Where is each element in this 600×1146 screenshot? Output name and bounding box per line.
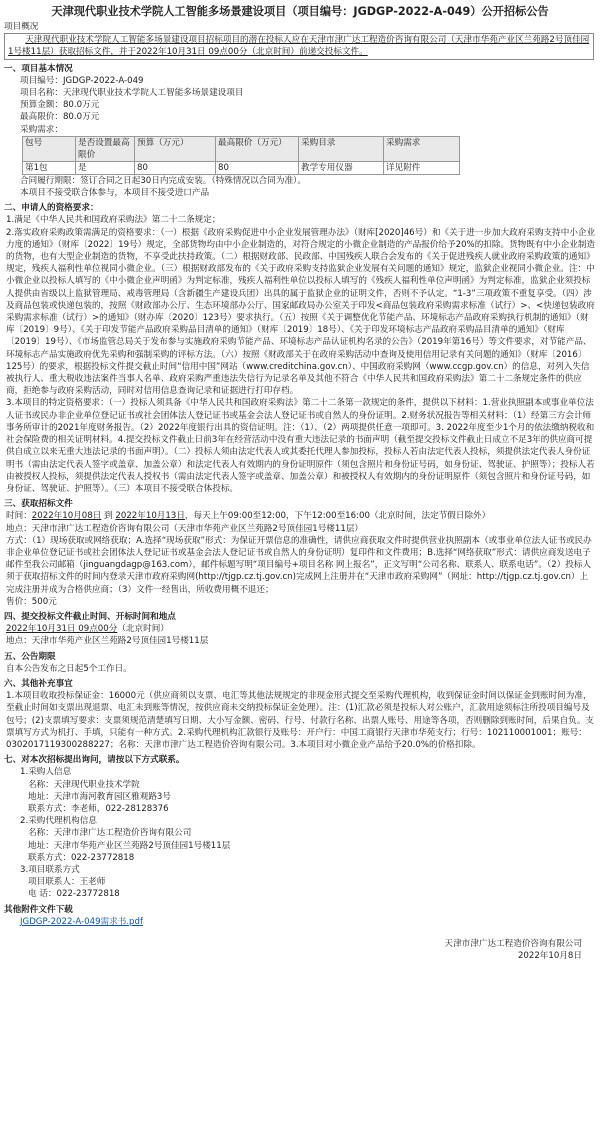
deadline-time (4, 623, 596, 635)
supplementary-info: 1.本项目收取投标保证金：16000元（供应商须以支票、电汇等其他法规规定的非现金形式提交至采购代理机构，收到保证金时间以保证金到账时间为准，至截止时间如支票出现退票、电汇未到账等情况，按供应商未交纳投标保证金处理）。注：(1)汇款必须是投标人对公账户，汇款用途须标注所投项目编号及包号；(2)支票填写要求：支票须规范清楚填写日期、大小写金额、密码、行号、付款行名称、出票人账号、用途等各项，否则删除到账时间，后果自负。支票填写方式为机打、手填，只能有一种方式。2.采购代理机构汇款银行及账号：开户行：中国工商银行天津市华苑支行；行号：102110001001；账号：0302017119300288227；名称：天津市津广达工程造价咨询有限公司。3.本项目对小微企业产品给予20.0%的价格扣除。 (6, 691, 594, 750)
section-6-heading: 六、其他补充事宜 (4, 678, 73, 689)
section-3-heading: 三、获取招标文件 (4, 499, 73, 510)
agency-contact: 联系方式：022-23772818 (28, 852, 135, 863)
section-4-heading: 四、提交投标文件截止时间、开标时间和地点 (4, 611, 176, 622)
table-row (23, 161, 460, 174)
table-header-cell: 是否设置最高限价 (76, 136, 135, 161)
acquire-time (4, 510, 596, 522)
section-2-heading: 二、申请人的资格要求： (4, 203, 99, 214)
section-1-heading: 一、项目基本情况 (4, 63, 73, 74)
qualification-1: 1.满足《中华人民共和国政府采购法》第二十二条规定； (6, 215, 221, 226)
acquire-end-date: 2022年10月13日 (115, 511, 185, 522)
section-7-heading: 七、对本次招标提出询问，请按以下方式联系。 (4, 755, 185, 766)
table-header-cell: 采购目录 (299, 136, 384, 161)
section-5-heading: 五、公告期限 (4, 651, 56, 662)
purchaser-contact: 联系方式：李老师，022-28128376 (28, 803, 169, 814)
attachment-item (4, 916, 596, 928)
attachment-download-link[interactable]: JGDGP-2022-A-049需求书.pdf (20, 916, 143, 927)
agency-title: 2.采购代理机构信息 (20, 816, 97, 827)
signature-company: 天津市津广达工程造价咨询有限公司 (444, 939, 582, 950)
max-price: 最高限价：80.0万元 (20, 112, 100, 123)
acquire-time-to: 到 (101, 511, 116, 522)
agency-name: 名称：天津市津广达工程造价咨询有限公司 (28, 828, 192, 839)
qualification-3: 3.本项目的特定资格要求：（一）投标人须具备《中华人民共和国政府采购法》第二十二条第一款规定的条件，提供以下材料：1.营业执照副本或事业单位法人证书或民办非企业单位登记证书或社会团体法人登记证书或基金会法人登记证书或自然人的身份证明。2.财务状况报告等相关材料：（1）经第三方会计师事务所审计的2021年度财务报告。（2）2022年度银行出具的资信证明。注：（1）、（2）两项提供任意一项即可。3. 2022年度至少1个月的依法缴纳税收和社会保险费的相关证明材料。4.提交投标文件截止日前3年在经营活动中没有重大违法记录的书面声明（截至提交投标文件截止日成立不足3年的供应商可提供自成立以来无重大违法记录的书面声明）。（二）投标人须由法定代表人或其委托代理人参加投标，投标人若由法定代表人投标，须提供法定代表人身份证明书（需由法定代表人签字或盖章、加盖公章）和法定代表人有效期内的身份证明原件（须包含照片和身份证号码，如身份证、驾驶证、护照等）；投标人若由被授权人投标，须提供法定代表人授权书（需由法定代表人签字或盖章、加盖公章）和被授权人有效期内的身份证明原件（须包含照片和身份证号码，如身份证、驾驶证、护照等）。（三）本项目不接受联合体投标。 (6, 398, 595, 494)
table-cell: 教学专用仪器 (299, 161, 384, 174)
acquire-time-rest: ，每天上午09:00至12:00，下午12:00至16:00（北京时间，法定节假日除外） (184, 511, 491, 522)
table-cell: 80 (135, 161, 216, 174)
document-price: 售价：500元 (6, 596, 57, 607)
project-number: 项目编号：JGDGP-2022-A-049 (20, 75, 144, 86)
budget-amount: 预算金额：80.0万元 (20, 100, 100, 111)
purchaser-title: 1.采购人信息 (20, 767, 72, 778)
deadline-suffix: （北京时间） (117, 624, 169, 635)
table-header-row (23, 136, 460, 161)
table-header-cell: 采购需求 (384, 136, 460, 161)
table-header-cell: 包号 (23, 136, 76, 161)
acquire-time-label: 时间： (6, 511, 32, 522)
acquire-start-date: 2022年10月08日 (31, 511, 102, 522)
table-cell: 第1包 (23, 161, 76, 174)
signature-date: 2022年10月8日 (517, 951, 582, 962)
attachments-heading: 其他附件文件下载 (4, 904, 73, 915)
project-contact-person: 项目联系人：王老师 (28, 877, 106, 888)
announcement-period: 自本公告发布之日起5个工作日。 (6, 663, 132, 674)
purchaser-name: 名称：天津现代职业技术学院 (28, 779, 140, 790)
table-cell: 是 (76, 161, 135, 174)
table-cell: 详见附件 (384, 161, 460, 174)
table-header-cell: 最高限价（万元） (216, 136, 299, 161)
purchaser-address: 地址：天津市海河教育园区雅观路3号 (28, 791, 171, 802)
announcement-page (0, 4, 600, 962)
contract-term: 合同履行期限：签订合同之日起30日内完成安装。（特殊情况以合同为准）。 (20, 175, 306, 186)
overview-box: 天津现代职业技术学院人工智能多场景建设项目招标项目的潜在投标人应在天津市津广达工程造价咨询有限公司（天津市华苑产业区兰苑路2号顶佳园1号楼11层）获取招标文件，并于2022年10月31日 09点00分（北京时间）前递交投标文件。 (4, 33, 594, 59)
agency-address: 地址：天津市华苑产业区兰苑路2号顶佳园1号楼11层 (28, 840, 231, 851)
project-contact-phone: 电 话：022-23772818 (28, 889, 120, 900)
requirements-table (22, 136, 460, 175)
consortium-note: 本项目不接受联合体参与，本项目不接受进口产品 (20, 188, 210, 199)
acquire-method: 方式：（1）现场获取或网络获取；A.选择“现场获取”形式：为保证开票信息的准确性，请供应商获取文件时提供营业执照副本（或事业单位法人证书或民办非企业单位登记证书或社会团体法人登记证书或基金会法人登记证书或自然人的身份证明）复印件和文件费用；B.选择“网络获取”形式：请供应商发送电子邮件至我公司邮箱（jinguangdagp@163.com），邮件标题写明“项目编号+项目名称 网上报名”，正文写明“公司名称、联系人、联系电话”。（2）投标人须于获取招标文件的时间内登录天津市政府采购网(http://tjgp.cz.tj.gov.cn)完成网上注册并在“天津市政府采购网”（网址：http://tjgp.cz.tj.gov.cn）上完成注册并成为合格供应商；（3）文件一经售出，所收费用概不退还； (6, 535, 592, 595)
deadline-datetime: 2022年10月31日 09点00分 (6, 624, 118, 635)
overview-label: 项目概况 (4, 22, 39, 32)
procurement-needs-label: 采购需求： (20, 124, 63, 135)
deadline-place: 地点：天津市华苑产业区兰苑路2号顶佳园1号楼11层 (6, 636, 209, 647)
table-cell: 80 (216, 161, 299, 174)
table-header-cell: 预算（万元） (135, 136, 216, 161)
qualification-2: 2.落实政府采购政策需满足的资格要求：（一）根据《政府采购促进中小企业发展管理办法》（财库[2020]46号）和《关于进一步加大政府采购支持中小企业力度的通知》（财库〔2022〕19号）规定，全部货物均由中小企业制造的，对符合规定的小微企业制造的产品报价给予20%的扣除。货物既有中小企业制造的货物，也有大型企业制造的货物，不享受此扶持政策。（二）根据财政部、民政部、中国残疾人联合会发布的《关于促进残疾人就业政府采购政策的通知》规定，残疾人福利性单位视同小微企业。（三）根据财政部发布的《关于政府采购支持监狱企业发展有关问题的通知》规定，监狱企业视同小微企业。注：中小微企业以投标人填写的《中小微企业声明函》为判定标准，残疾人福利性单位以投标人填写的《残疾人福利性单位声明函》为判定标准，监狱企业须投标人提供由省级以上监狱管理局、戒毒管理局（含新疆生产建设兵团）出具的属于监狱企业的证明文件，否则不予认定。“1-3”三项政策不重复享受。（四）涉及商品包装或快递包装的，按照《财政部办公厅、生态环境部办公厅、国家邮政局办公室关于印发<商品包装政府采购需求标准（试行）>、<快递包装政府采购需求标准（试行）>的通知》（财办库〔2020〕123号）要求执行。（五）按照《关于调整优化节能产品、环境标志产品政府采购执行机制的通知》（财库〔2019〕9号）、《关于印发节能产品政府采购品目清单的通知》（财库〔2019〕18号）、《关于印发环境标志产品政府采购品目清单的通知》（财库〔2019〕19号）、《市场监管总局关于发布参与实施政府采购节能产品、环境标志产品认证机构名录的公告》（2019年第16号）等文件要求，对节能产品、环境标志产品实施政府优先采购和强制采购的评标方法。（六）按照《财政部关于在政府采购活动中查询及使用信用记录有关问题的通知》（财库〔2016〕125号）的要求，根据投标文件提交截止时间“信用中国”网站（www.creditchina.gov.cn）、中国政府采购网（www.ccgp.gov.cn）的信息，对列入失信被执行人、重大税收违法案件当事人名单、政府采购严重违法失信行为记录名单及其他不符合《中华人民共和国政府采购法》第二十二条规定条件的供应商，拒绝参与政府采购活动，同时对信用信息查询记录和证据进行打印存档。 (6, 227, 596, 397)
project-name: 项目名称：天津现代职业技术学院人工智能多场景建设项目 (20, 88, 244, 99)
project-contact-title: 3.项目联系方式 (20, 865, 80, 875)
acquire-place: 地点：天津市津广达工程造价咨询有限公司（天津市华苑产业区兰苑路2号顶佳园1号楼11层） (6, 523, 364, 534)
page-title: 天津现代职业技术学院人工智能多场景建设项目（项目编号：JGDGP-2022-A-049）公开招标公告 (51, 5, 549, 18)
